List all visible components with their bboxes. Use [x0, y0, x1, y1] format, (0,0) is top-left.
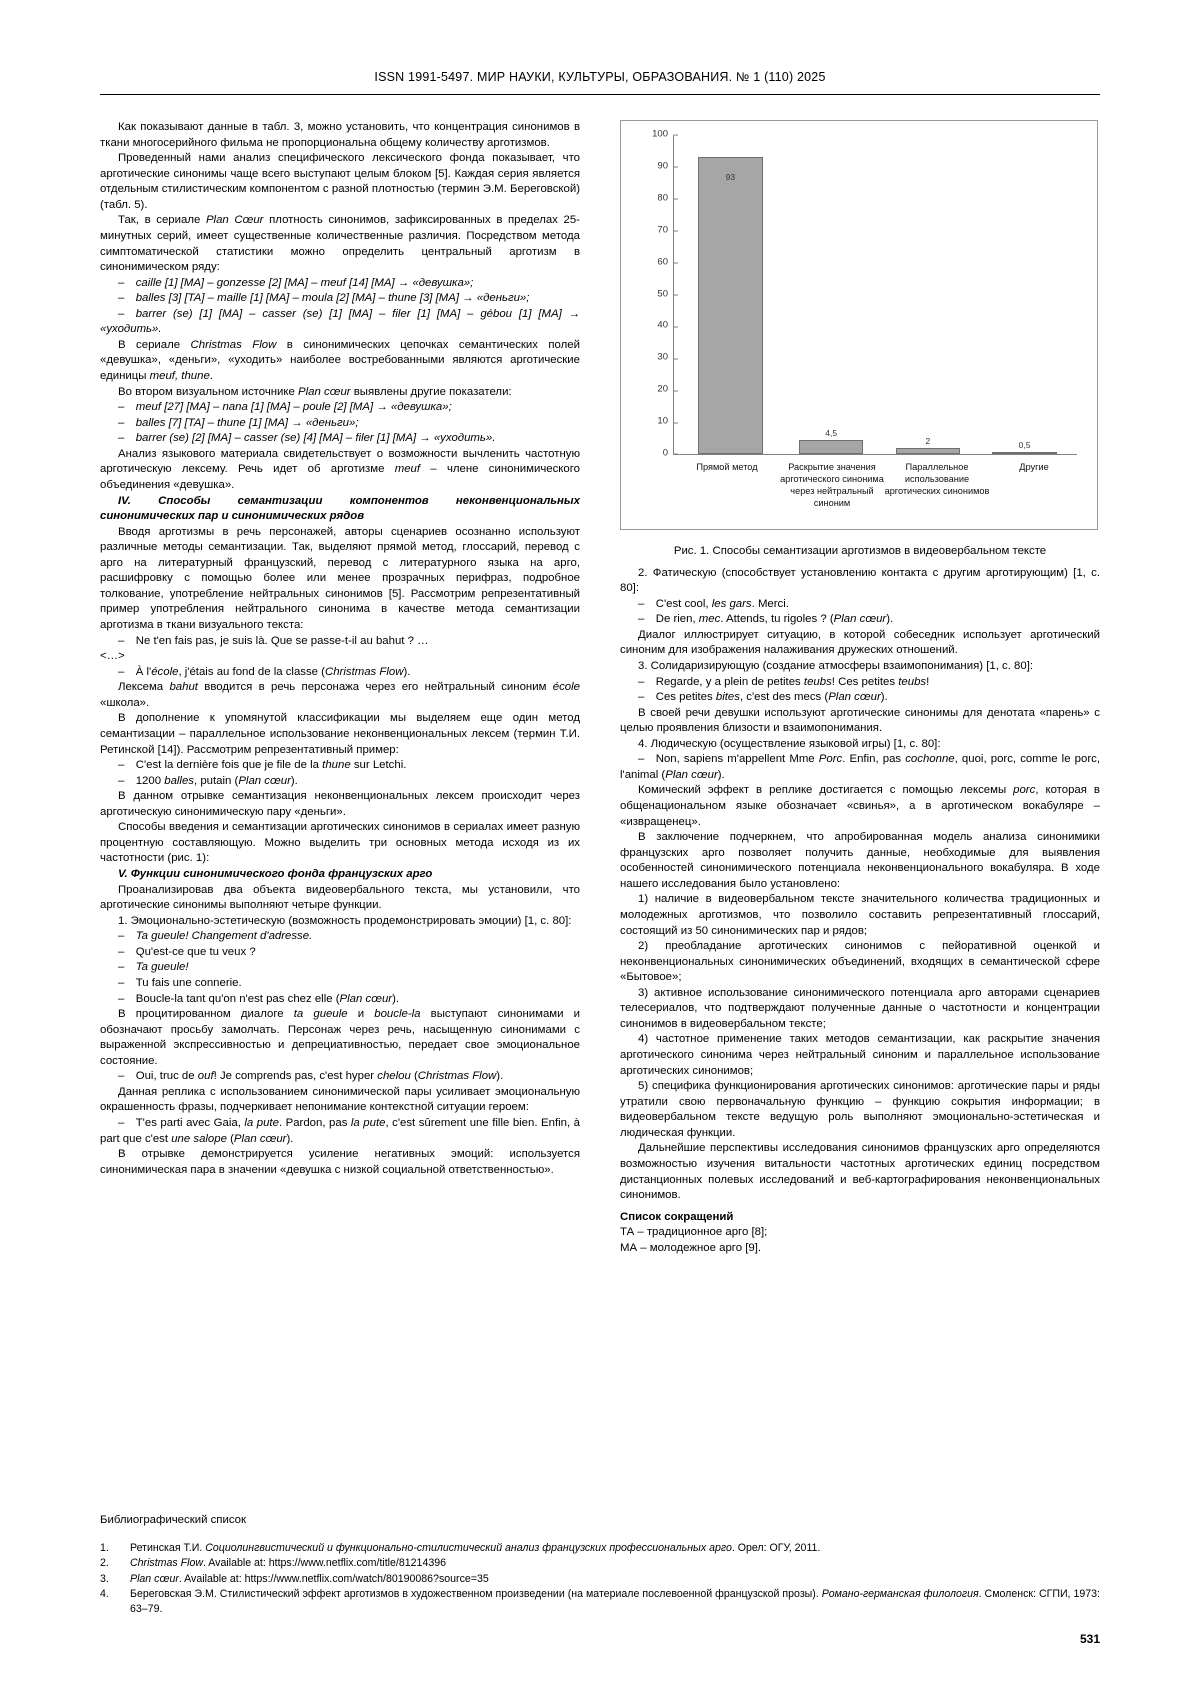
title-italic: Plan cœur — [238, 774, 291, 787]
y-tick: 70 — [657, 224, 674, 237]
abbreviations-heading: Список сокращений — [620, 1210, 734, 1223]
chart-container — [620, 120, 1098, 530]
list-item: – barrer (se) [1] [MA] – casser (se) [1] [MA] – filer [1] [MA] – gébou [1] [MA] → «уходить». — [100, 307, 580, 336]
reference-title-italic: Социолингвистический и функционально-стилистический анализ французских профессиональных арго — [205, 1542, 732, 1554]
paragraph: Дальнейшие перспективы исследования синонимов французских арго определяются возможностью изучения витальности частотных арготических единиц посредством дистанционных полевых исследований и веб-картографирования неконвенциональных синонимов. — [620, 1142, 1100, 1202]
reference-number: 1. — [100, 1542, 109, 1554]
reference-number: 2. — [100, 1557, 109, 1570]
reference-item: 2. Christmas Flow. Available at: https://www.netflix.com/title/81214396 — [100, 1557, 447, 1570]
bibliography-list — [100, 1541, 1100, 1617]
paragraph: Во втором визуальном источнике Plan cœur выявлены другие показатели: — [118, 385, 512, 398]
paragraph: В сериале Christmas Flow в синонимических цепочках семантических полей «девушка», «деньги», «уходить» наиболее востребованными являются арготические единицы meuf, thune. — [100, 338, 580, 382]
title-italic: Plan cœur — [298, 385, 351, 398]
paragraph: Данная реплика с использованием синонимической пары усиливает эмоциональную окрашенность фразы, подчеркивает непонимание контекстной ситуации героем: — [100, 1085, 580, 1114]
term-italic: – Ta gueule! — [118, 961, 189, 974]
term-italic: ta gueule — [293, 1008, 348, 1021]
term-italic: teubs — [803, 675, 832, 688]
abbreviation-item: МА – молодежное арго [9]. — [620, 1241, 762, 1254]
quote-line — [100, 929, 580, 945]
term-italic: meuf — [394, 463, 421, 476]
quote-line: – Oui, truc de ouf! Je comprends pas, c'est hyper chelou (Christmas Flow). — [118, 1070, 504, 1083]
term-italic: boucle-la — [374, 1008, 421, 1021]
paragraph: 1. Эмоционально-эстетическую (возможность продемонстрировать эмоции) [1, с. 80]: — [118, 914, 572, 927]
term-italic: la pute — [350, 1117, 386, 1129]
term-italic: école — [552, 681, 580, 694]
term-italic: mec — [698, 613, 721, 626]
bar — [698, 157, 762, 454]
quote-line: – Ne t'en fais pas, je suis là. Que se passe-t-il au bahut ? … — [118, 634, 429, 647]
y-tick: 80 — [657, 192, 674, 205]
right-column — [620, 120, 1100, 1256]
paragraph: Проанализировав два объекта видеовербального текста, мы установили, что арготические синонимы выполняют четыре функции. — [100, 883, 580, 912]
y-tick: 30 — [657, 352, 674, 365]
paragraph: 5) специфика функционирования арготических синонимов: арготические пары и ряды утратили свою первоначальную функцию – функцию сокрытия информации; в видеовербальном тексте ведущую роль выполняют эмоционально-эстетическая и людическая функции. — [620, 1080, 1100, 1139]
y-tick: 0 — [663, 448, 674, 461]
list-item: – meuf [27] [MA] – nana [1] [MA] – poule [2] [MA] → «девушка»; — [118, 401, 452, 414]
quote-line: – Non, sapiens m'appellent Mme Porc. Enfin, pas cochonne, quoi, porc, comme le porc, l'animal (Plan cœur). — [620, 753, 1100, 781]
bibliography-heading: Библиографический список — [100, 1514, 246, 1526]
quote-line: – À l'école, j'étais au fond de la classe (Christmas Flow). — [118, 665, 411, 678]
bar-value-label: 4,5 — [825, 427, 838, 438]
quote-line — [100, 960, 580, 976]
title-italic: Christmas Flow — [324, 665, 404, 678]
quote-line: – T'es parti avec Gaia, la pute. Pardon, pas la pute, c'est sûrement une fille bien. Enfin, à part que c'est une salope (Plan cœur). — [100, 1117, 581, 1145]
title-italic: Christmas Flow — [417, 1070, 497, 1083]
figure-caption: Рис. 1. Способы семантизации арготизмов в видеовербальном тексте — [673, 545, 1047, 557]
title-italic: Plan Cœur — [205, 214, 264, 227]
paragraph: В своей речи девушки используют арготические синонимы для денотата «парень» с целью проявления близости и взаимопонимания. — [620, 706, 1100, 735]
two-column-body — [100, 120, 1100, 1256]
term-italic: teubs — [898, 675, 927, 688]
paragraph: В отрывке демонстрируется усиление негативных эмоций: используется синонимическая пара в значении «девушка с низкой социальной ответственностью». — [100, 1148, 580, 1176]
reference-item: 1. Ретинская Т.И. Социолингвистический и функционально-стилистический анализ французских профессиональных арго. Орел: ОГУ, 2011. — [100, 1542, 821, 1554]
paragraph: Комический эффект в реплике достигается с помощью лексемы porc, которая в общенациональном языке обозначает «свинья», а в арготическом вокабуляре – «извращенец». — [620, 784, 1100, 828]
term-italic: thune — [322, 759, 351, 772]
x-axis-label: Параллельное использование арготических синонимов — [884, 462, 990, 497]
reference-number: 4. — [100, 1588, 109, 1601]
chart-plot-area — [652, 128, 1077, 459]
figure-1 — [620, 120, 1100, 560]
title-italic: Plan cœur — [828, 691, 881, 704]
title-italic: Plan cœur — [665, 768, 718, 781]
term-italic: école — [151, 665, 179, 678]
abbreviation-item: ТА – традиционное арго [8]; — [620, 1226, 768, 1239]
term-italic: une salope — [171, 1132, 227, 1145]
paragraph: 2. Фатическую (способствует установлению контакта с другим арготирующим) [1, с. 80]: — [620, 566, 1100, 595]
paragraph: В дополнение к упомянутой классификации мы выделяем еще один метод семантизации – параллельное использование неконвенциональных лексем (термин Т.И. Ретинской [14]). Рассмотрим репрезентативный пример: — [100, 712, 580, 756]
quote-line: – C'est la dernière fois que je file de la thune sur Letchi. — [118, 759, 407, 772]
list-item: – caille [1] [MA] – gonzesse [2] [MA] – meuf [14] [MA] → «девушка»; — [118, 276, 474, 289]
reference-title-italic: Plan cœur — [130, 1572, 179, 1585]
term-italic: bites — [715, 691, 740, 704]
term-italic: chelou — [377, 1070, 411, 1083]
reference-item: 4. Береговская Э.М. Стилистический эффект арготизмов в художественном произведении (на материале послевоенной французской прозы). Романо-германская филология. Смоленск: СГПИ, 1973: 63–79. — [100, 1588, 1100, 1615]
section-heading-iv: IV. Способы семантизации компонентов неконвенциональных синонимических пар и синонимических рядов — [100, 494, 580, 523]
y-tick: 60 — [657, 256, 674, 269]
x-axis-label: Другие — [1019, 462, 1049, 472]
y-tick: 10 — [657, 416, 674, 429]
title-italic: Plan cœur — [233, 1132, 287, 1145]
paragraph: Диалог иллюстрирует ситуацию, в которой собеседник использует арготический синоним для изображения налаживания дружеских отношений. — [620, 628, 1100, 657]
paragraph: 1) наличие в видеовербальном тексте значительного количества традиционных и молодежных арготизмов, что позволило составить репрезентативный глоссарий, состоящий из 50 синонимических пар и рядов; — [620, 893, 1100, 937]
paragraph: 2) преобладание арготических синонимов с пейоративной оценкой и неконвенциональных синонимических объединений, входящих в семантической сфере «Бытовое»; — [620, 940, 1100, 984]
y-tick: 100 — [652, 129, 674, 142]
quote-line: – C'est cool, les gars. Merci. — [638, 597, 789, 610]
page-number: 531 — [1079, 1632, 1100, 1646]
quote-line: – Regarde, y a plein de petites teubs! Ces petites teubs! — [638, 675, 930, 688]
paragraph: Как показывают данные в табл. 3, можно установить, что концентрация синонимов в ткани многосерийного фильма не пропорциональна общему количеству арготизмов. — [100, 121, 580, 149]
reference-title-italic: Романо-германская филология — [821, 1588, 979, 1601]
quote-line: – Boucle-la tant qu'on n'est pas chez elle (Plan cœur). — [118, 992, 400, 1005]
quote-line: – Qu'est-ce que tu veux ? — [118, 945, 256, 958]
title-italic: Plan cœur — [833, 613, 887, 626]
paragraph: Способы введения и семантизации арготических синонимов в сериалах имеет разную процентную составляющую. Можно выделить три основных метода исходя из их частотности (рис. 1): — [100, 821, 580, 865]
y-tick: 40 — [657, 320, 674, 333]
quote-line: – De rien, mec. Attends, tu rigoles ? (Plan cœur). — [638, 613, 894, 626]
reference-number: 3. — [100, 1572, 109, 1585]
x-axis-label: Раскрытие значения арготического синонима через нейтральный синоним — [780, 462, 884, 509]
paragraph: В заключение подчеркнем, что апробированная модель анализа синонимики французских арго позволяет получить данные, необходимые для выявления особенностей синонимического потенциала неконвенционального вокабуляра. В ходе нашего исследования было установлено: — [620, 831, 1100, 890]
paragraph: Вводя арготизмы в речь персонажей, авторы сценариев осознанно используют различные методы семантизации. Так, выделяют прямой метод, глоссарий, перевод с арго на литературный французский, перевод с литературного языка на арго, расшифровку с помощью более или менее прозрачных перифраз, подробное толкование, употребление нейтральных синонимов [5]. Рассмотрим репрезентативный пример употребления нейтрального синонима в качестве метода семантизации арготизма в ткани визуального текста: — [100, 525, 580, 631]
paragraph: Анализ языкового материала свидетельствует о возможности вычленить частотную арготическую лексему. Речь идет об арготизме meuf – члене синонимического объединения «девушка». — [100, 447, 580, 491]
bar-value-label: 0,5 — [1018, 440, 1031, 450]
bar-value-label: 2 — [925, 435, 931, 446]
list-item: – balles [3] [TA] – maille [1] [MA] – moula [2] [MA] – thune [3] [MA] → «деньги»; — [118, 292, 530, 305]
term-italic: porc — [1013, 784, 1036, 797]
y-tick: 20 — [657, 384, 674, 397]
term-italic: la pute — [244, 1117, 279, 1129]
y-tick: 50 — [657, 288, 674, 301]
term-italic: balles — [164, 774, 194, 787]
y-tick: 90 — [657, 160, 674, 173]
paragraph: 4. Людическую (осуществление языковой игры) [1, с. 80]: — [638, 737, 941, 750]
quote-ellipsis: <…> — [100, 650, 125, 663]
reference-title-italic: Christmas Flow — [130, 1557, 203, 1570]
section-heading-v: V. Функции синонимического фонда французских арго — [118, 868, 433, 880]
term-italic: ouf — [197, 1070, 214, 1083]
paragraph: В данном отрывке семантизация неконвенциональных лексем происходит через арготическую синонимическую пару «деньги». — [100, 790, 580, 818]
bar — [896, 435, 960, 454]
list-item: – balles [7] [TA] – thune [1] [MA] → «деньги»; — [118, 416, 359, 429]
x-axis-label: Прямой метод — [696, 462, 758, 472]
term-italic: meuf, thune — [149, 370, 210, 382]
title-italic: Christmas Flow — [190, 338, 277, 351]
paragraph: Проведенный нами анализ специфического лексического фонда показывает, что арготические синонимы чаще всего выступают целым блоком [5]. Каждая серия является отдельным стилистическим компонентом с разной плотностью (термин Э.М. Береговской) (табл. 5). — [100, 152, 580, 211]
paragraph: 3. Солидаризирующую (создание атмосферы взаимопонимания) [1, с. 80]: — [638, 659, 1034, 672]
header-divider — [100, 94, 1100, 95]
paragraph: Лексема bahut вводится в речь персонажа через его нейтральный синоним école «школа». — [100, 681, 580, 709]
bar-value-label: 93 — [725, 172, 736, 183]
running-header: ISSN 1991-5497. МИР НАУКИ, КУЛЬТУРЫ, ОБРАЗОВАНИЯ. № 1 (110) 2025 — [374, 70, 826, 84]
bar — [799, 427, 863, 454]
term-italic: – Ta gueule! Changement d'adresse. — [118, 930, 313, 943]
list-item: – barrer (se) [2] [MA] – casser (se) [4] [MA] – filer [1] [MA] → «уходить». — [118, 432, 496, 445]
quote-line: – Tu fais une connerie. — [118, 976, 242, 989]
term-italic: les gars — [711, 597, 752, 610]
term-italic: bahut — [169, 681, 198, 694]
term-italic: cochonne — [905, 753, 955, 766]
term-italic: Porc — [818, 753, 843, 766]
quote-line: – Ces petites bites, c'est des mecs (Plan cœur). — [638, 691, 888, 704]
bar — [992, 440, 1056, 454]
left-column — [100, 120, 580, 1256]
paragraph: 4) частотное применение таких методов семантизации, как раскрытие значения арготического синонима через нейтральный синоним и параллельное использование арготических синонимов; — [620, 1033, 1100, 1077]
paragraph: В процитированном диалоге ta gueule и boucle-la выступают синонимами и обозначают просьбу замолчать. Персонаж через речь, насыщенную синонимами с выраженной экспрессивностью и депрециативностью, передает свое эмоциональное состояние. — [100, 1008, 580, 1067]
reference-item: 3. Plan cœur. Available at: https://www.netflix.com/watch/80190086?source=35 — [100, 1572, 489, 1585]
title-italic: Plan cœur — [339, 992, 393, 1005]
paragraph: Так, в сериале Plan Cœur плотность синонимов, зафиксированных в пределах 25-минутных серий, имеет существенные количественные различия. Посредством метода симптоматической статистики можно определить центральный арготизм в синонимическом ряду: — [100, 214, 580, 274]
quote-line: – 1200 balles, putain (Plan cœur). — [118, 774, 298, 787]
paragraph: 3) активное использование синонимического потенциала арго авторами сценариев телесериалов, что подтверждают полученные данные о частотности и концентрации синонимов в видеовербальном тексте; — [620, 986, 1100, 1030]
